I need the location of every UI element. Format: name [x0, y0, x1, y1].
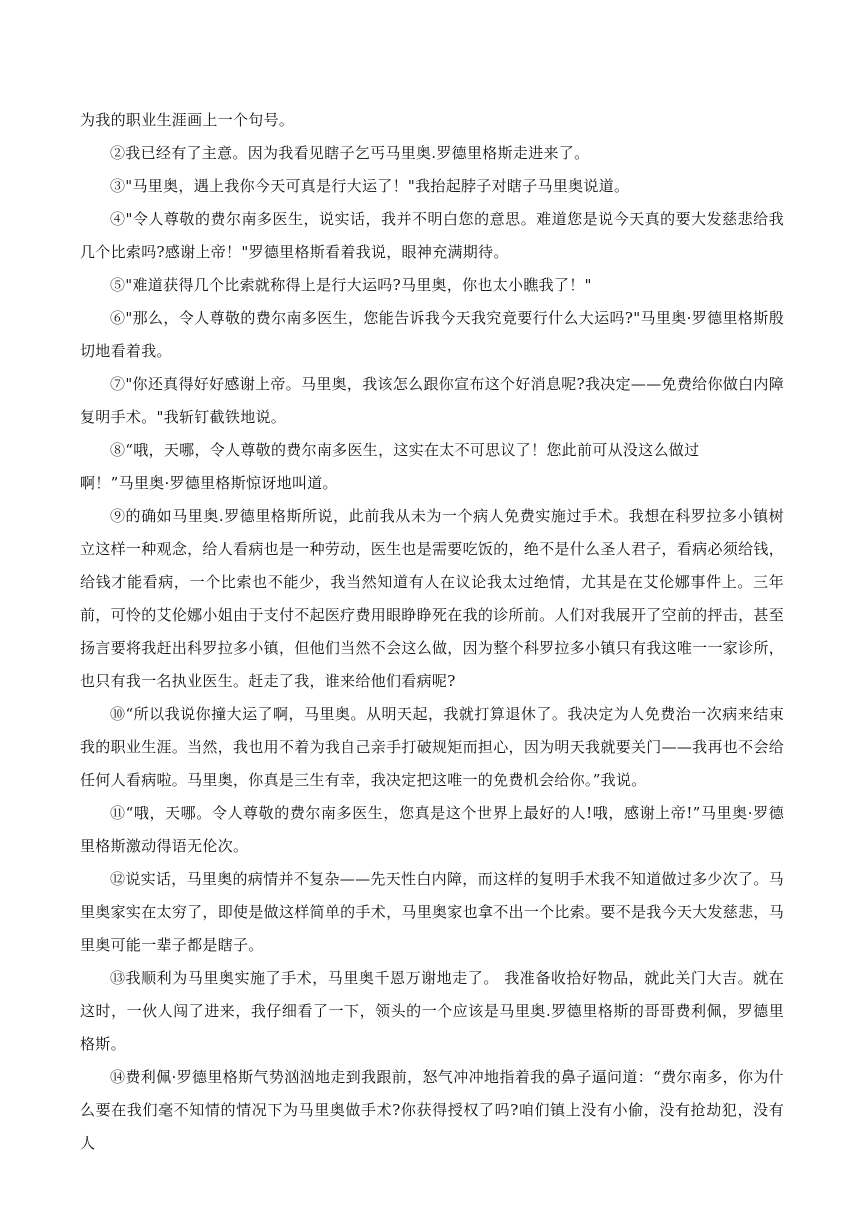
paragraph-13: ⑬我顺利为马里奥实施了手术，马里奥千恩万谢地走了。 我准备收拾好物品，就此关门大吉。就在这时，一伙人闯了进来，我仔细看了一下，领头的一个应该是马里奥.罗德里格斯的哥哥费利佩，罗德里格斯。: [80, 969, 784, 1053]
paragraph-3: ③"马里奥，遇上我你今天可真是行大运了！"我抬起脖子对瞎子马里奥说道。: [110, 177, 630, 195]
paragraph-9: ⑨的确如马里奥.罗德里格斯所说，此前我从未为一个病人免费实施过手术。我想在科罗拉多小镇树立这样一种观念，给人看病也是一种劳动，医生也是需要吃饭的，绝不是什么圣人君子，看病必须给钱，给钱才能看病，一个比索也不能少，我当然知道有人在议论我太过绝情，尤其是在艾伦娜事件上。三年前，可怜的艾伦娜小姐由于支付不起医疗费用眼睁睁死在我的诊所前。人们对我展开了空前的抨击，甚至扬言要将我赶出科罗拉多小镇，但他们当然不会这么做，因为整个科罗拉多小镇只有我这唯一一家诊所，也只有我一名执业医生。赶走了我，谁来给他们看病呢?: [80, 507, 784, 690]
paragraph-12: ⑫说实话，马里奥的病情并不复杂——先天性白内障，而这样的复明手术我不知道做过多少次了。马里奥家实在太穷了，即使是做这样简单的手术，马里奥家也拿不出一个比索。要不是我今天大发慈悲，马里奥可能一辈子都是瞎子。: [80, 870, 784, 954]
paragraph-continuation: 为我的职业生涯画上一个句号。: [80, 111, 295, 129]
paragraph-8: ⑧“哦，天哪，令人尊敬的费尔南多医生，这实在太不可思议了！您此前可从没这么做过: [110, 441, 700, 459]
paragraph-11: ⑪“哦，天哪。令人尊敬的费尔南多医生，您真是这个世界上最好的人!哦，感谢上帝!”马里奥·罗德里格斯激动得语无伦次。: [80, 804, 784, 855]
paragraph-14: ⑭费利佩·罗德里格斯气势汹汹地走到我跟前，怒气冲冲地指着我的鼻子逼问道：“费尔南多，你为什么要在我们毫不知情的情况下为马里奥做手术?你获得授权了吗?咱们镇上没有小偷，没有抢劫犯，没有人: [80, 1068, 784, 1152]
paragraph-7: ⑦"你还真得好好感谢上帝。马里奥，我该怎么跟你宣布这个好消息呢?我决定——免费给你做白内障复明手术。"我斩钉截铁地说。: [80, 375, 784, 426]
paragraph-10: ⑩“所以我说你撞大运了啊，马里奥。从明天起，我就打算退休了。我决定为人免费治一次病来结束我的职业生涯。当然，我也用不着为我自己亲手打破规矩而担心，因为明天我就要关门——我再也不会给任何人看病啦。马里奥，你真是三生有幸，我决定把这唯一的免费机会给你。”我说。: [80, 705, 784, 789]
paragraph-2: ②我已经有了主意。因为我看见瞎子乞丐马里奥.罗德里格斯走进来了。: [110, 144, 590, 162]
article-body: [80, 104, 784, 1160]
paragraph-4: ④"令人尊敬的费尔南多医生，说实话，我并不明白您的意思。难道您是说今天真的要大发慈悲给我几个比索吗?感谢上帝！"罗德里格斯看着我说，眼神充满期待。: [80, 210, 784, 261]
paragraph-6: ⑥"那么，令人尊敬的费尔南多医生，您能告诉我今天我究竟要行什么大运吗?"马里奥·罗德里格斯殷切地看着我。: [80, 309, 784, 360]
paragraph-8-continuation: 啊！”马里奥·罗德里格斯惊讶地叫道。: [80, 474, 338, 492]
paragraph-5: ⑤"难道获得几个比索就称得上是行大运吗?马里奥，你也太小瞧我了！": [110, 276, 592, 294]
